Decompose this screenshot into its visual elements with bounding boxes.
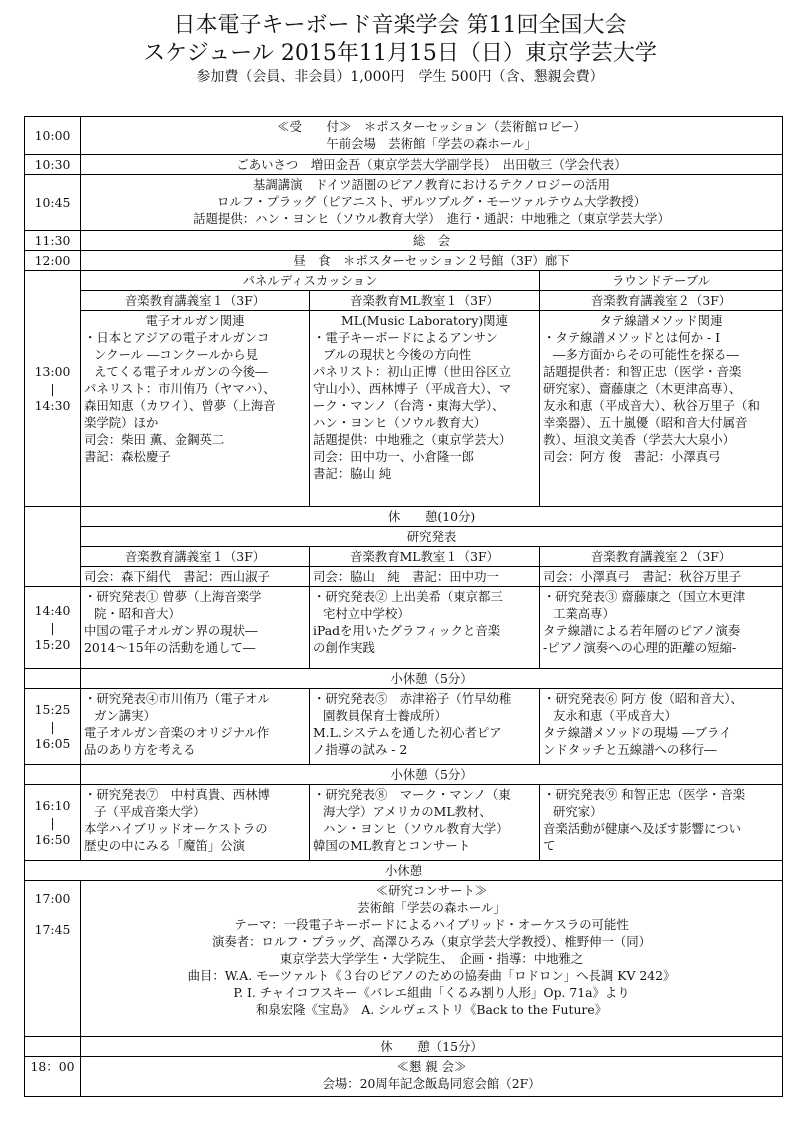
presentation-cell: ・研究発表⑧ マーク・マンノ（東 海大学）アメリカのML教材、 ハン・ヨンヒ（ソウル教育大学） 韓国のML教育とコンサート (310, 785, 540, 861)
time-cell: 12:00 (25, 251, 81, 271)
room-cell: 音楽教育ML教室１（3F） (310, 547, 540, 567)
fee-info: 参加費（会員、非会員）1,000円 学生 500円（含、懇親会費） (196, 69, 604, 85)
time-cell: 18：00 (25, 1057, 81, 1097)
schedule-table (24, 116, 783, 1097)
presentation-cell: ・研究発表① 曾夢（上海音楽学 院・昭和音大） 中国の電子オルガン界の現状― 2014〜15年の活動を通して― (81, 587, 310, 669)
time-cell (25, 765, 81, 785)
row-concert (25, 881, 783, 1037)
document-subtitle: スケジュール 2015年11月15日（日）東京学芸大学 (143, 41, 657, 66)
room-cell: 音楽教育ML教室１（3F） (310, 291, 540, 311)
roundtable-cell: タテ線譜メソッド関連 ・タテ線譜メソッドとは何か - Ⅰ ―多方面からその可能性を探る― 話題提供者：和智正忠（医学・音楽 研究家）、齋藤康之（木更津高専）、 友永和恵（平成音大）、秋谷万里子（和 幸楽器）、五十嵐優（昭和音大付属音 教）、垣浪文美香（学芸大大泉小） 司会：阿方 俊 書記：小澤真弓 (540, 311, 783, 507)
break-cell: 小休憩（5分） (81, 669, 783, 689)
presentation-cell: ・研究発表⑤ 赤津裕子（竹早幼稚 園教員保育士養成所） M.L.システムを通した初心者ピア ノ指導の試み - 2 (310, 689, 540, 765)
row-session-2 (25, 689, 783, 765)
room-cell: 音楽教育講義室２（3F） (540, 547, 783, 567)
keynote-cell: 基調講演 ドイツ語圏のピアノ教育におけるテクノロジーの活用 ロルフ・プラッグ（ピアニスト、ザルツブルグ・モーツァルテウム大学教授） 話題提供：ハン・ヨンヒ（ソウル教育大学） 進行・通訳：中地雅之（東京学芸大学） (81, 175, 783, 231)
time-cell (25, 669, 81, 689)
time-cell: 10:00 (25, 117, 81, 155)
break-cell: 休 憩（15分） (81, 1037, 783, 1057)
break-cell: 小休憩（5分） (81, 765, 783, 785)
room-cell: 音楽教育講義室１（3F） (81, 291, 310, 311)
research-title: 研究発表 (81, 527, 783, 547)
presentation-cell: ・研究発表④市川侑乃（電子オル ガン講実） 電子オルガン音楽のオリジナル作 品のあり方を考える (81, 689, 310, 765)
time-cell: 10:30 (25, 155, 81, 175)
roundtable-title: ラウンドテーブル (540, 271, 783, 291)
presentation-cell: ・研究発表③ 齋藤康之（国立木更津 工業高専） タテ線譜による若年層のピアノ演奏 -ピアノ演奏への心理的距離の短縮- (540, 587, 783, 669)
general-meeting-cell: 総 会 (81, 231, 783, 251)
presentation-cell: ・研究発表⑥ 阿方 俊（昭和音大）、 友永和恵（平成音大） タテ線譜メソッドの現場 ―ブライ ンドタッチと五線譜への移行― (540, 689, 783, 765)
row-break-10 (25, 507, 783, 527)
presentation-cell: ・研究発表⑨ 和智正忠（医学・音楽 研究家） 音楽活動が健康へ及ぼす影響につい て (540, 785, 783, 861)
panel-organ-cell: 電子オルガン関連 ・日本とアジアの電子オルガンコ ンクール ―コンクールから見 えてくる電子オルガンの今後― パネリスト：市川侑乃（ヤマハ）、 森田知恵（カワイ）、曾夢（上海音 楽学院）ほか 司会：柴田 薫、金鋼英二 書記：森松慶子 (81, 311, 310, 507)
row-general-meeting (25, 231, 783, 251)
greeting-cell: ごあいさつ 増田金吾（東京学芸大学副学長） 出田敬三（学会代表） (81, 155, 783, 175)
time-cell: 13:00 | 14:30 (25, 271, 81, 507)
row-greeting (25, 155, 783, 175)
time-cell (25, 507, 81, 587)
row-research-chairs (25, 567, 783, 587)
break-cell: 小休憩 (25, 861, 783, 881)
row-research-rooms (25, 547, 783, 567)
party-cell: ≪懇 親 会≫ 会場：20周年記念飯島同窓会館（2F） (81, 1057, 783, 1097)
time-cell: 17:00 17:45 (25, 881, 81, 1037)
time-cell: 10:45 (25, 175, 81, 231)
time-cell: 14:40 | 15:20 (25, 587, 81, 669)
room-cell: 音楽教育講義室１（3F） (81, 547, 310, 567)
chair-cell: 司会：脇山 純 書記：田中功一 (310, 567, 540, 587)
time-cell: 16:10 | 16:50 (25, 785, 81, 861)
break-cell: 休 憩(10分) (81, 507, 783, 527)
row-panel-rooms (25, 291, 783, 311)
row-session-1 (25, 587, 783, 669)
row-party (25, 1057, 783, 1097)
lunch-cell: 昼 食 ＊ポスターセッション２号館（3F）廊下 (81, 251, 783, 271)
panel-discussion-title: パネルディスカッション (81, 271, 540, 291)
room-cell: 音楽教育講義室２（3F） (540, 291, 783, 311)
row-break-15 (25, 1037, 783, 1057)
reception-cell: ≪受 付≫ ＊ポスターセッション（芸術館ロビー） 午前会場 芸術館「学芸の森ホール」 (81, 117, 783, 155)
time-cell: 15:25 | 16:05 (25, 689, 81, 765)
row-reception (25, 117, 783, 155)
row-research-title (25, 527, 783, 547)
time-cell (25, 1037, 81, 1057)
row-panel-content (25, 311, 783, 507)
row-small-break-b (25, 765, 783, 785)
presentation-cell: ・研究発表② 上出美希（東京都三 宅村立中学校） iPadを用いたグラフィックと音楽 の創作実践 (310, 587, 540, 669)
concert-cell: ≪研究コンサート≫ 芸術館「学芸の森ホール」 テーマ：一段電子キーボードによるハイブリッド・オーケスラの可能性 演奏者：ロルフ・プラッグ、高澤ひろみ（東京学芸大学教授）、椎野伸一（同） 東京学芸大学学生・大学院生、 企画・指導：中地雅之 曲目：W.A. モーツァルト《３台のピアノのための協奏曲「ロドロン」へ長調 KV 242》 P. I. チャイコフスキー《バレエ組曲「くるみ割り人形」Op. 71a》より 和泉宏隆《宝島》 A. シルヴェストリ《Back to the Future》 (81, 881, 783, 1037)
panel-ml-cell: ML(Music Laboratory)関連 ・電子キーボードによるアンサン ブルの現状と今後の方向性 パネリスト：初山正博（世田谷区立 守山小）、西林博子（平成音大）、マ ーク・マンノ（台湾・東海大学）、 ハン・ヨンヒ（ソウル教育大） 話題提供：中地雅之（東京学芸大） 司会：田中功一、小倉隆一郎 書記：脇山 純 (310, 311, 540, 507)
row-small-break-a (25, 669, 783, 689)
chair-cell: 司会：森下絹代 書記：西山淑子 (81, 567, 310, 587)
row-lunch (25, 251, 783, 271)
time-cell: 11:30 (25, 231, 81, 251)
chair-cell: 司会：小澤真弓 書記：秋谷万里子 (540, 567, 783, 587)
document-title: 日本電子キーボード音楽学会 第11回全国大会 (173, 13, 627, 38)
presentation-cell: ・研究発表⑦ 中村真貴、西林博 子（平成音楽大学） 本学ハイブリッドオーケストラの 歴史の中にみる「魔笛」公演 (81, 785, 310, 861)
row-keynote (25, 175, 783, 231)
row-panel-header (25, 271, 783, 291)
row-session-3 (25, 785, 783, 861)
row-small-break (25, 861, 783, 881)
